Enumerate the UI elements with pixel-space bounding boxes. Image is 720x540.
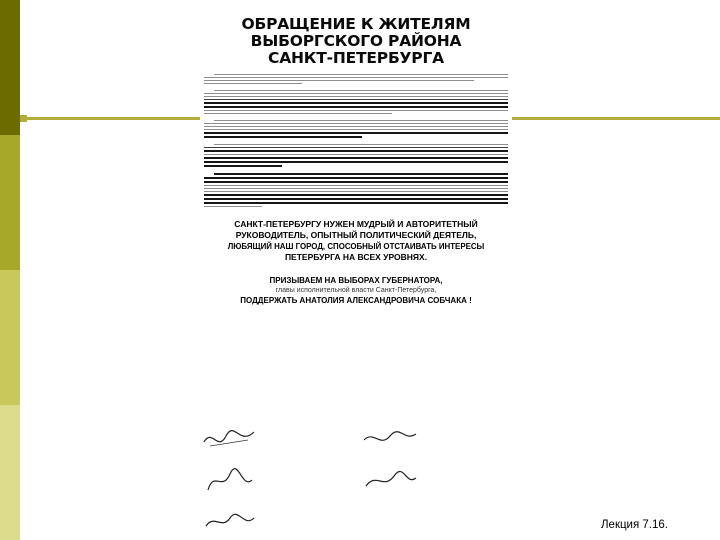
appeal-block — [200, 219, 512, 263]
text-line — [204, 206, 262, 207]
bold-text-line — [204, 181, 508, 183]
leaflet-title-line-3: САНКТ-ПЕТЕРБУРГА — [268, 49, 444, 67]
bold-text-line — [204, 136, 362, 138]
appeal-line-4: ПЕТЕРБУРГА НА ВСЕХ УРОВНЯХ. — [284, 252, 428, 262]
handwritten-signature — [200, 424, 258, 454]
call-heading: ПРИЗЫВАЕМ НА ВЫБОРАХ ГУБЕРНАТОРА, — [269, 276, 443, 285]
signature-left-2 — [200, 466, 350, 484]
stripe-olive — [0, 135, 20, 270]
text-line — [214, 120, 508, 121]
text-line — [204, 80, 474, 81]
leaflet-title-line-2: ВЫБОРГСКОГО РАЙОНА — [250, 32, 462, 50]
appeal-line-2: РУКОВОДИТЕЛЬ, ОПЫТНЫЙ ПОЛИТИЧЕСКИЙ ДЕЯТЕЛЬ, — [235, 230, 477, 240]
bold-text-line — [214, 173, 508, 175]
text-line — [204, 185, 508, 186]
text-line — [204, 147, 508, 148]
stripe-dark — [0, 0, 20, 135]
handwritten-signature — [360, 466, 418, 496]
bold-text-line — [204, 177, 508, 179]
call-subtitle: главы исполнительной власти Санкт-Петербурга, — [275, 287, 437, 294]
stripe-pale-olive — [0, 405, 20, 540]
bold-text-line — [204, 165, 282, 167]
bold-text-line — [204, 198, 508, 200]
text-line — [204, 113, 392, 114]
bold-text-line — [204, 102, 508, 104]
text-line — [204, 110, 508, 111]
text-line — [204, 93, 508, 94]
signatures-block — [200, 418, 512, 538]
signature-right-2 — [360, 466, 510, 484]
intro-paragraph — [200, 74, 512, 84]
paragraph-1 — [200, 90, 512, 114]
appeal-line-1: САНКТ-ПЕТЕРБУРГУ НУЖЕН МУДРЫЙ И АВТОРИТЕТНЫЙ — [234, 219, 478, 229]
call-action: ПОДДЕРЖАТЬ АНАТОЛИЯ АЛЕКСАНДРОВИЧА СОБЧАКА ! — [240, 296, 472, 305]
paragraph-4 — [200, 173, 512, 207]
bold-text-line — [204, 106, 508, 108]
text-line — [214, 74, 508, 75]
text-line — [204, 99, 508, 100]
stripe-light-olive — [0, 270, 20, 405]
paragraph-2 — [200, 120, 512, 138]
bold-text-line — [204, 161, 508, 163]
text-line — [204, 77, 508, 78]
bold-text-line — [204, 157, 508, 159]
bold-text-line — [204, 202, 508, 204]
scanned-leaflet — [200, 10, 512, 540]
signature-right-3 — [360, 508, 510, 526]
text-line — [204, 191, 508, 192]
handwritten-signature — [200, 466, 258, 496]
text-line — [214, 144, 508, 145]
bold-text-line — [204, 194, 508, 196]
signature-left-1 — [200, 424, 350, 442]
text-line — [204, 154, 508, 155]
leaflet-title-line-1: ОБРАЩЕНИЕ К ЖИТЕЛЯМ — [241, 15, 471, 33]
bold-text-line — [204, 150, 508, 152]
slide-caption: Лекция 7.16. — [601, 519, 668, 531]
text-line — [204, 96, 508, 97]
signature-left-3 — [200, 508, 350, 526]
text-line — [204, 129, 508, 130]
text-line — [204, 123, 508, 124]
text-line — [204, 83, 302, 84]
text-line — [204, 188, 508, 189]
bold-text-line — [204, 132, 508, 134]
rule-marker — [20, 115, 27, 122]
paragraph-3 — [200, 144, 512, 167]
handwritten-signature — [200, 508, 258, 534]
text-line — [214, 90, 508, 91]
signature-right-1 — [360, 424, 510, 442]
handwritten-signature — [360, 424, 418, 454]
text-line — [204, 126, 508, 127]
appeal-line-3: ЛЮБЯЩИЙ НАШ ГОРОД, СПОСОБНЫЙ ОТСТАИВАТЬ ИНТЕРЕСЫ — [227, 242, 485, 251]
